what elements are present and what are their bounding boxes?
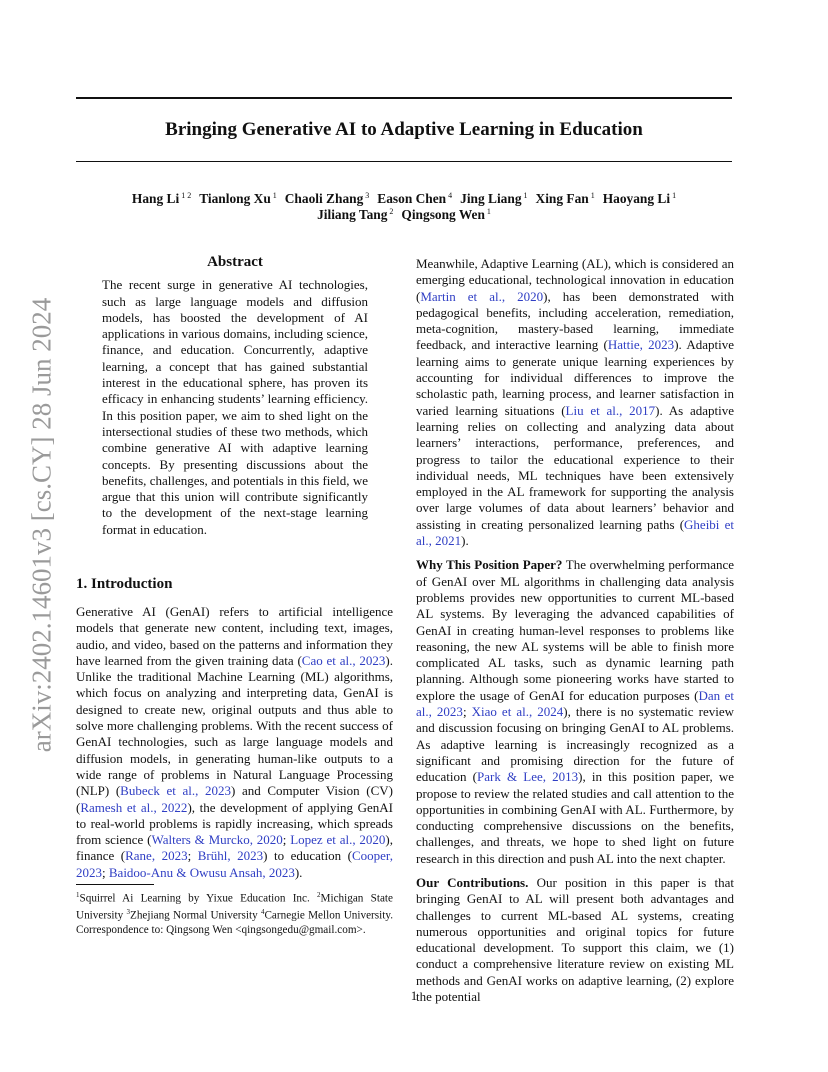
author [460,191,527,206]
author-name: Chaoli Zhang [284,191,364,207]
citation-link[interactable]: Xiao et al., 2024 [471,704,564,720]
citation-link[interactable]: Cao et al., 2023 [301,652,386,668]
citation-link[interactable]: Ramesh et al., 2022 [80,799,188,815]
author-affiliation: 3 [365,191,370,200]
author [377,191,452,206]
affiliation-marker: 2 [317,891,321,899]
author-affiliation: 1 [486,207,491,216]
paragraph-lead-label: Our Contributions. [416,874,529,890]
citation-link[interactable]: Hattie, 2023 [607,337,675,353]
section-heading-introduction: 1. Introduction [76,576,173,592]
affiliation-marker: 1 [76,891,80,899]
paragraph-adaptive-learning: Meanwhile, Adaptive Learning (AL), which is considered an emerging educational, technological innovation in education (Martin et al., 2020), has been demonstrated with pedagogical benefits, including acceleration, remediation, meta-cognition, mastery-based learning, immediate feedback, and interactive learning (Hattie, 2023). Adaptive learning aims to generate unique learning experiences by accounting for individual differences to improve the scholastic path, learning process, and learner satisfaction in varied learning situations (Liu et al., 2017). As adaptive learning relies on collecting and analyzing data about learners’ interactions, performance, preferences, and progress to tailor the educational experience to their individual needs, ML techniques have been extensively employed in the AL framework for supporting the analysis over large volumes of data about learners’ behavior and assisting in creating personalized learning paths (Gheibi et al., 2021). [416,256,735,549]
citation-link[interactable]: Brühl, 2023 [197,848,264,864]
intro-paragraph: Generative AI (GenAI) refers to artificial intelligence models that generate new content, including text, images, audio, and video, based on the patterns and information they have learned from the given training data (Cao et al., 2023). Unlike the traditional Machine Learning (ML) algorithms, which focus on analyzing and interpreting data, GenAI is designed to create new, original outputs and thus able to solve more challenging problems. With the recent success of GenAI technologies, such as large language models and diffusion models, in generating human-like outputs to a wide range of problems in Natural Language Processing (NLP) (Bubeck et al., 2023) and Computer Vision (CV) (Ramesh et al., 2022), the development of applying GenAI to real-world problems is rapidly increasing, which spreads from science (Walters & Murcko, 2020; Lopez et al., 2020), finance (Rane, 2023; Brühl, 2023) to education (Cooper, 2023; Baidoo-Anu & Owusu Ansah, 2023). [76,604,393,880]
paragraph-why-position-paper: Why This Position Paper? The overwhelming performance of GenAI over ML algorithms in challenging data analysis problems provides new opportunities to current ML-based AL systems. By leveraging the advanced capabilities of GenAI in creating human-level responses to problems like reasoning, the new AL systems will be able to finish more complicated AL tasks, such as dynamic learning path planning. Although some pioneering works have started to explore the usage of GenAI for education purposes (Dan et al., 2023; Xiao et al., 2024), there is no systematic review and discussion focusing on bringing GenAI to AL problems. As adaptive learning is increasingly recognized as a significant and promising direction for the future of education (Park & Lee, 2013), in this position paper, we propose to review the related studies and call attention to the opportunities in combining GenAI with AL. Furthermore, by conducting comprehensive discussions on the benefits, challenges, and threats, we hope to shed light on future research in this direction and push AL into the next chapter. [416,557,735,866]
citation-link[interactable]: Dan et al., 2023 [416,687,735,720]
affiliations-footnote: $^1$Squirrel Ai Learning by Yixue Education Inc. $^2$Michigan State University $^3$Zhejiang Normal University $^4$Carnegie Mellon University. Correspondence to: Qingsong Wen <qingsongedu@gmail.com>. [76,891,393,936]
citation-link[interactable]: Liu et al., 2017 [565,402,656,418]
author-affiliation: 1 [272,191,277,200]
citation-link[interactable]: Lopez et al., 2020 [290,832,386,848]
author-name: Haoyang Li [602,191,671,207]
author-affiliation: 1 2 [181,191,192,200]
author [401,207,490,222]
footnote-rule [76,884,154,885]
author [603,191,676,206]
title-top-rule [76,97,732,99]
citation-link[interactable]: Park & Lee, 2013 [477,769,579,785]
author-affiliation: 1 [523,191,528,200]
author-affiliation: 1 [590,191,595,200]
affiliation-marker: 4 [260,908,265,917]
author-affiliation: 4 [448,191,453,200]
author [536,191,595,206]
affiliation-marker: 3 [126,908,130,917]
author-name: Qingsong Wen [401,207,485,223]
citation-link[interactable]: Cooper, 2023 [76,848,393,880]
paper-title: Bringing Generative AI to Adaptive Learning in Education [165,119,643,140]
citation-link[interactable]: Baidoo-Anu & Owusu Ansah, 2023 [108,864,295,880]
paragraph-contributions: Our Contributions. Our position in this paper is that bringing GenAI to AL will present both advantages and challenges to current ML-based AL systems, creating numerous opportunities and original topics for future educational development. To support this claim, we (1) conduct a comprehensive literature review on existing ML methods and GenAI works on adaptive learning, (2) explore the potential [416,874,734,1005]
author [199,191,277,206]
author [285,191,370,206]
title-bottom-rule [76,161,732,162]
citation-link[interactable]: Gheibi et al., 2021 [416,516,734,549]
author [317,207,393,222]
citation-link[interactable]: Bubeck et al., 2023 [120,783,232,799]
citation-link[interactable]: Walters & Murcko, 2020 [151,832,283,848]
author-name: Tianlong Xu [199,191,271,207]
abstract-text: The recent surge in generative AI technologies, such as large language models and diffusion models, has boosted the development of AI applications in various domains, including science, finance, and education. Concurrently, adaptive learning, a concept that has gained substantial interest in the educational sphere, has proven its efficacy in enhancing students’ learning efficiency. In this position paper, we aim to shed light on the intersectional studies of these two methods, which combine generative AI with adaptive learning concepts. By presenting discussions about the benefits, challenges, and potentials in this field, we argue that this union will contribute significantly to the development of the next-stage learning format in education. [102,277,368,537]
abstract [102,254,368,538]
right-column [416,256,734,1005]
author-list-line2 [76,207,732,223]
author [132,191,191,206]
introduction-text [76,604,393,881]
paragraph-lead-label: Why This Position Paper? [416,557,563,573]
author-name: Hang Li [131,191,180,207]
author-name: Jing Liang [460,191,522,207]
author-name: Xing Fan [535,191,589,207]
page-number: 1 [410,988,418,1003]
citation-link[interactable]: Rane, 2023 [125,848,188,864]
author-affiliation: 2 [389,207,394,216]
citation-link[interactable]: Martin et al., 2020 [420,288,544,304]
author-name: Jiliang Tang [317,207,388,223]
abstract-heading: Abstract [207,254,263,270]
arxiv-identifier: arXiv:2402.14601v3 [cs.CY] 28 Jun 2024 [26,297,57,753]
author-affiliation: 1 [672,191,677,200]
author-name: Eason Chen [377,191,447,207]
author-list-line1 [76,191,732,207]
footnote [76,889,393,937]
